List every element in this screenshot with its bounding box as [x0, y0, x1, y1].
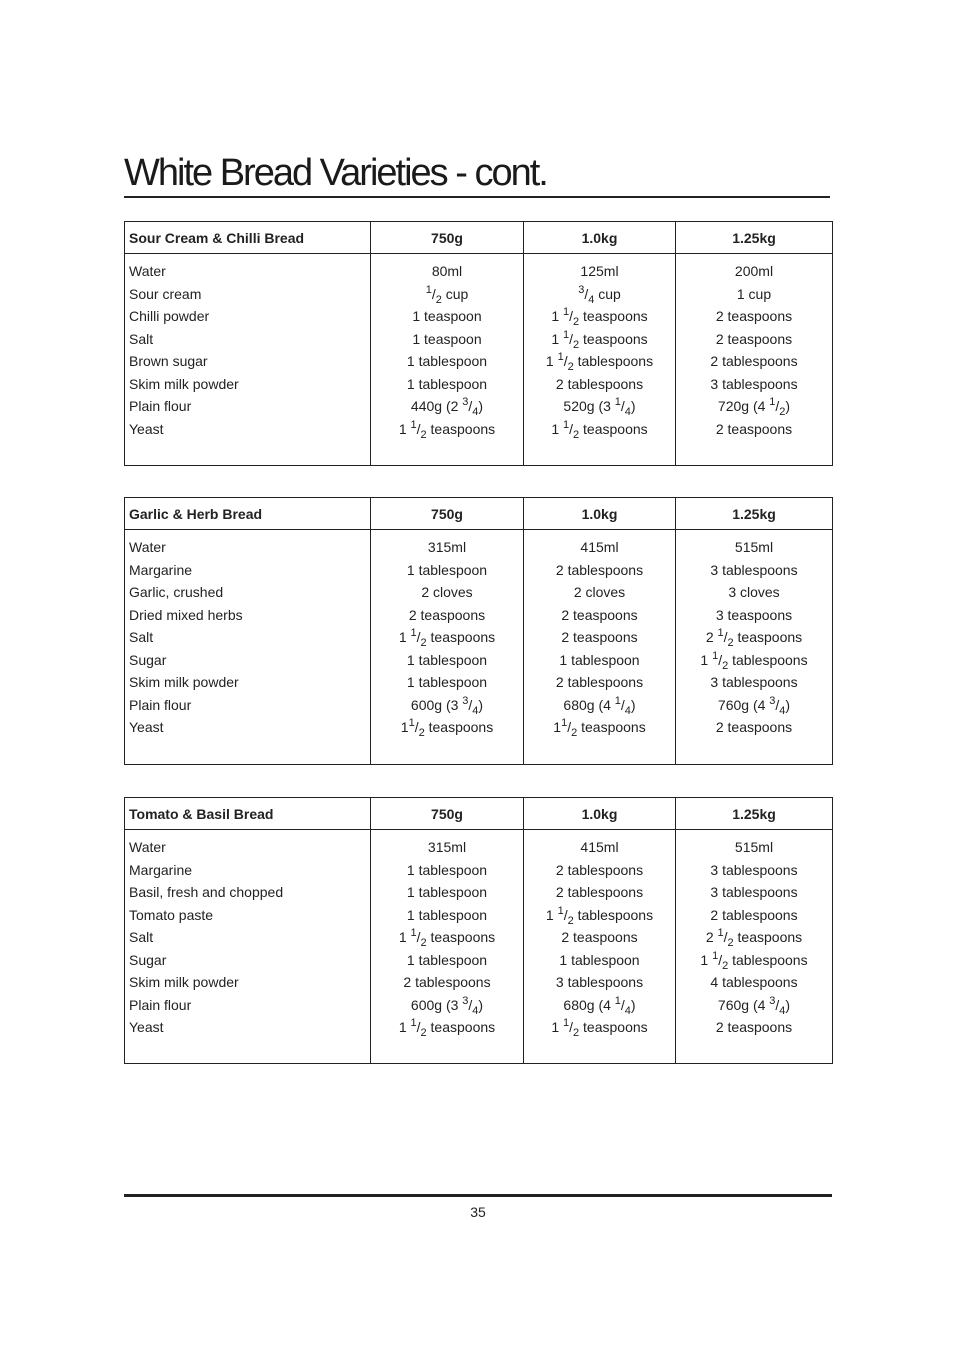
ingredient-name: Skim milk powder — [129, 974, 239, 990]
fraction: $^1/_4$ — [614, 994, 631, 1017]
quantity-cell: 80ml — [431, 263, 463, 279]
size-header: 750g — [371, 222, 524, 254]
size-header: 1.0kg — [524, 498, 676, 530]
size-header: 750g — [371, 498, 524, 530]
ingredient-name: Yeast — [129, 420, 164, 437]
quantity-cell: 3 tablespoons — [555, 974, 644, 990]
size-header: 1.25kg — [676, 498, 833, 530]
quantity-cell: 1 $^1/_2$ teaspoons — [398, 1017, 496, 1039]
ingredient-name: Garlic, crushed — [129, 584, 224, 600]
ingredient-name: Margarine — [129, 561, 193, 578]
quantity-cell: 1 $^1/_2$ tablespoons — [545, 351, 654, 373]
quantity-cell: $1^1/_2$ teaspoons — [400, 717, 494, 739]
quantity-cell: 1 tablespoon — [406, 651, 488, 668]
quantity-cell: 1 tablespoon — [406, 375, 488, 392]
fraction: $^1/_2$ — [561, 717, 578, 739]
size-header: 1.25kg — [676, 222, 833, 254]
quantity-cell: 3 cloves — [728, 584, 780, 600]
quantity-cell: 2 tablespoons — [555, 561, 644, 578]
ingredient-name: Yeast — [129, 719, 164, 735]
quantity-cell: $1^1/_2$ teaspoons — [553, 717, 646, 739]
ingredient-name: Dried mixed herbs — [129, 606, 243, 623]
ingredient-name: Sugar — [129, 651, 167, 668]
ingredient-name: Salt — [129, 629, 154, 645]
quantity-cell: $^3/_4$ cup — [578, 283, 621, 306]
quantity-column-750g — [371, 830, 524, 1064]
quantity-column-750g — [371, 254, 524, 466]
table-header-row — [125, 798, 833, 830]
table-body-row — [125, 830, 833, 1064]
quantity-cell: 1 teaspoon — [412, 308, 482, 324]
recipe-table-tomato-basil-bread — [124, 797, 833, 1064]
ingredient-name: Sour cream — [129, 285, 202, 302]
recipe-name: Garlic & Herb Bread — [125, 498, 371, 530]
quantity-cell: 1 tablespoon — [406, 674, 488, 690]
quantity-cell: 1 tablespoon — [406, 353, 488, 369]
quantity-cell: 720g (4 $^1/_2$) — [717, 396, 791, 418]
ingredient-name: Sugar — [129, 951, 167, 968]
quantity-cell: 2 teaspoons — [408, 606, 486, 623]
quantity-cell: 1 tablespoon — [559, 651, 640, 668]
quantity-cell: 4 tablespoons — [710, 974, 798, 990]
fraction: $^1/_2$ — [410, 418, 427, 441]
fraction: $^3/_4$ — [462, 694, 479, 717]
fraction: $^1/_2$ — [712, 649, 729, 672]
quantity-cell: 1 $^1/_2$ teaspoons — [551, 1017, 648, 1039]
fraction: $^1/_2$ — [769, 396, 786, 418]
quantity-cell: 1 $^1/_2$ tablespoons — [545, 904, 654, 927]
ingredient-name: Salt — [129, 929, 154, 945]
quantity-cell: 600g (3 $^3/_4$) — [410, 694, 484, 717]
title-rule — [124, 196, 830, 198]
quantity-cell: 1 $^1/_2$ teaspoons — [398, 627, 496, 649]
quantity-column-1-0kg — [524, 530, 676, 765]
ingredient-name: Margarine — [129, 861, 193, 878]
fraction: $^1/_4$ — [614, 396, 631, 418]
fraction: $^1/_2$ — [410, 627, 427, 649]
ingredient-name: Water — [129, 263, 166, 279]
quantity-cell: 3 tablespoons — [710, 674, 798, 690]
quantity-cell: 2 teaspoons — [715, 420, 793, 437]
ingredient-name: Plain flour — [129, 398, 192, 414]
fraction: $^1/_2$ — [408, 717, 425, 739]
recipe-table-sour-cream-chilli-bread — [124, 221, 833, 466]
ingredient-name: Basil, fresh and chopped — [129, 884, 284, 900]
fraction: $^1/_2$ — [717, 927, 734, 949]
quantity-cell: 600g (3 $^3/_4$) — [410, 994, 484, 1017]
quantity-cell: 1 $^1/_2$ teaspoons — [551, 328, 648, 351]
quantity-cell: 2 tablespoons — [555, 861, 644, 878]
table-body-row — [125, 254, 833, 466]
fraction: $^1/_2$ — [717, 627, 734, 649]
recipe-name: Sour Cream & Chilli Bread — [125, 222, 371, 254]
ingredient-list — [125, 830, 371, 1064]
quantity-cell: 415ml — [580, 839, 619, 855]
fraction: $^3/_4$ — [462, 396, 479, 418]
quantity-cell: 2 teaspoons — [715, 308, 793, 324]
fraction: $^3/_4$ — [769, 994, 786, 1017]
fraction: $^1/_2$ — [425, 283, 442, 306]
ingredient-name: Skim milk powder — [129, 375, 239, 392]
quantity-cell: 2 cloves — [421, 584, 473, 600]
quantity-column-1-0kg — [524, 830, 676, 1064]
quantity-cell: 2 teaspoons — [561, 606, 638, 623]
page-title: White Bread Varieties - cont. — [124, 152, 547, 194]
quantity-cell: 1 teaspoon — [412, 330, 482, 347]
quantity-cell: 415ml — [580, 539, 619, 555]
quantity-cell: 2 tablespoons — [710, 906, 798, 923]
size-header: 1.25kg — [676, 798, 833, 830]
quantity-cell: 515ml — [734, 839, 774, 855]
ingredient-name: Water — [129, 539, 166, 555]
quantity-cell: $^1/_2$ cup — [425, 283, 469, 306]
quantity-cell: 2 $^1/_2$ teaspoons — [705, 627, 803, 649]
fraction: $^1/_2$ — [557, 351, 574, 373]
quantity-cell: 760g (4 $^3/_4$) — [717, 694, 791, 717]
quantity-cell: 200ml — [734, 263, 774, 279]
quantity-cell: 2 teaspoons — [715, 1019, 793, 1035]
ingredient-list — [125, 530, 371, 765]
fraction: $^1/_2$ — [557, 904, 574, 927]
quantity-cell: 1 tablespoon — [406, 906, 488, 923]
table-header-row — [125, 498, 833, 530]
quantity-cell: 1 cup — [736, 285, 772, 302]
quantity-cell: 3 tablespoons — [710, 861, 798, 878]
quantity-cell: 1 tablespoon — [406, 884, 488, 900]
quantity-cell: 3 tablespoons — [710, 561, 798, 578]
fraction: $^1/_2$ — [563, 418, 580, 441]
quantity-cell: 1 tablespoon — [406, 951, 488, 968]
quantity-cell: 2 tablespoons — [710, 353, 798, 369]
fraction: $^1/_2$ — [410, 1017, 427, 1039]
page-number: 35 — [470, 1204, 486, 1220]
fraction: $^1/_2$ — [563, 1017, 580, 1039]
quantity-cell: 440g (2 $^3/_4$) — [410, 396, 484, 418]
quantity-cell: 1 $^1/_2$ tablespoons — [700, 649, 808, 672]
quantity-cell: 3 tablespoons — [710, 884, 798, 900]
size-header: 1.0kg — [524, 798, 676, 830]
quantity-column-1-25kg — [676, 830, 833, 1064]
quantity-cell: 125ml — [580, 263, 619, 279]
size-header: 1.0kg — [524, 222, 676, 254]
quantity-cell: 1 $^1/_2$ teaspoons — [398, 927, 496, 949]
table-body-row — [125, 530, 833, 765]
quantity-column-1-25kg — [676, 254, 833, 466]
quantity-cell: 3 tablespoons — [710, 375, 798, 392]
quantity-cell: 2 teaspoons — [715, 719, 793, 735]
fraction: $^1/_2$ — [712, 949, 729, 972]
quantity-cell: 3 teaspoons — [715, 606, 793, 623]
quantity-cell: 1 tablespoon — [559, 951, 640, 968]
fraction: $^1/_4$ — [614, 694, 631, 717]
quantity-cell: 2 teaspoons — [561, 629, 638, 645]
ingredient-list — [125, 254, 371, 466]
quantity-cell: 2 tablespoons — [555, 375, 644, 392]
quantity-cell: 2 teaspoons — [561, 929, 638, 945]
quantity-column-1-25kg — [676, 530, 833, 765]
recipe-table-garlic-herb-bread — [124, 497, 833, 765]
quantity-cell: 2 teaspoons — [715, 330, 793, 347]
ingredient-name: Salt — [129, 330, 154, 347]
fraction: $^1/_2$ — [563, 306, 580, 328]
quantity-cell: 1 $^1/_2$ teaspoons — [551, 306, 648, 328]
table-header-row — [125, 222, 833, 254]
quantity-cell: 1 tablespoon — [406, 861, 488, 878]
fraction: $^3/_4$ — [578, 283, 595, 306]
quantity-cell: 2 $^1/_2$ teaspoons — [705, 927, 803, 949]
quantity-cell: 1 $^1/_2$ teaspoons — [398, 418, 496, 441]
ingredient-name: Plain flour — [129, 996, 192, 1013]
quantity-cell: 2 tablespoons — [555, 884, 644, 900]
quantity-column-1-0kg — [524, 254, 676, 466]
quantity-cell: 1 $^1/_2$ teaspoons — [551, 418, 648, 441]
fraction: $^3/_4$ — [462, 994, 479, 1017]
quantity-cell: 2 tablespoons — [555, 674, 644, 690]
quantity-cell: 680g (4 $^1/_4$) — [563, 694, 636, 717]
fraction: $^3/_4$ — [769, 694, 786, 717]
ingredient-name: Plain flour — [129, 696, 192, 713]
quantity-cell: 520g (3 $^1/_4$) — [563, 396, 636, 418]
quantity-cell: 760g (4 $^3/_4$) — [717, 994, 791, 1017]
size-header: 750g — [371, 798, 524, 830]
quantity-cell: 515ml — [734, 539, 774, 555]
quantity-cell: 315ml — [427, 839, 467, 855]
ingredient-name: Chilli powder — [129, 308, 210, 324]
quantity-cell: 1 tablespoon — [406, 561, 488, 578]
quantity-cell: 2 cloves — [573, 584, 626, 600]
ingredient-name: Water — [129, 839, 166, 855]
quantity-cell: 2 tablespoons — [403, 974, 491, 990]
fraction: $^1/_2$ — [410, 927, 427, 949]
quantity-cell: 315ml — [427, 539, 467, 555]
recipe-name: Tomato & Basil Bread — [125, 798, 371, 830]
quantity-cell: 680g (4 $^1/_4$) — [563, 994, 636, 1017]
ingredient-name: Yeast — [129, 1019, 164, 1035]
quantity-column-750g — [371, 530, 524, 765]
ingredient-name: Brown sugar — [129, 353, 208, 369]
ingredient-name: Skim milk powder — [129, 674, 239, 690]
fraction: $^1/_2$ — [563, 328, 580, 351]
quantity-cell: 1 $^1/_2$ tablespoons — [700, 949, 808, 972]
footer-rule — [124, 1194, 832, 1197]
ingredient-name: Tomato paste — [129, 906, 214, 923]
